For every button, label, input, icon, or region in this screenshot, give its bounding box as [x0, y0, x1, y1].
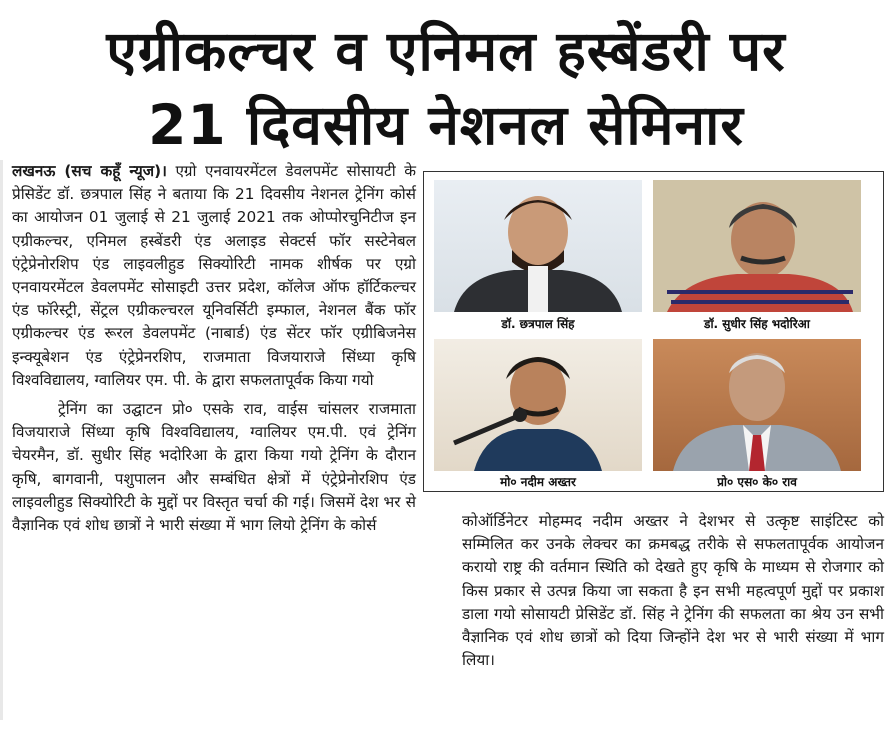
paragraph-1-text: एग्रो एनवायरमेंटल डेवलपमेंट सोसायटी के प्रेसिडेंट डॉ. छत्रपाल सिंह ने बताया कि 21 दिवसीय नेशनल ट्रेनिंग कोर्स का आयोजन 01 जुलाई से 21 जुलाई 2021 तक ओप्पोरचुनिटीज इन एग्रीकल्चर, एनिमल हस्बेंडरी एंड अलाइड सेक्टर्स फॉर सस्टेनेबल एंट्रेप्रेनोरशिप एंड लाइवलीहुड सिक्योरिटी नामक शीर्षक पर एग्रो एनवायरमेंटल डेवलपमेंट सोसाइटी उत्तर प्रदेश, कॉलेज ऑफ हॉर्टिकल्चर एंड फॉरेस्ट्री, सेंट्रल एग्रीकल्चरल यूनिवर्सिटी इम्फाल, नेशनल बैंक फॉर एग्रीकल्चर एंड रूरल डेवलपमेंट (नाबार्ड) एंड सेंटर फॉर एग्रीबिजनेस इन्क्यूबेशन एंड एंट्रेप्रेनरशिप, राजमाता विजयाराजे सिंध्या कृषि विश्वविद्यालय, ग्वालियर एम. पी. के द्वारा सफलतापूर्वक किया गयो [12, 162, 416, 389]
article-paragraph-2: ट्रेनिंग का उद्घाटन प्रो० एसके राव, वाईस चांसलर राजमाता विजयाराजे सिंध्या कृषि विश्वविद्यालय, ग्वालियर एम.पी. एवं ट्रेनिंग चेयरमैन, डॉ. सुधीर सिंह भदोरिआ के द्वारा किया गयो ट्रेनिंग के दौरान कृषि, बागवानी, पशुपालन और सम्बंधित क्षेत्रों में एंट्रेप्रेनोरशिप एंड लाइवलीहुड सिक्योरिटी के मुद्दों पर विस्तृत चर्चा की गई। जिसमें देश भर से वैज्ञानिक एवं शोध छात्रों ने भारी संख्या में भाग लियो ट्रेनिंग के कोर्स [12, 400, 416, 535]
photo-caption-2: डॉ. सुधीर सिंह भदोरिआ [704, 317, 810, 331]
photo-collage [423, 171, 884, 492]
photo-caption-1: डॉ. छत्रपाल सिंह [501, 317, 575, 331]
article-left-column [12, 160, 416, 537]
byline: लखनऊ (सच कहूँ न्यूज)। [12, 162, 167, 180]
article-right-column [462, 510, 884, 672]
portrait-photo-3 [434, 339, 642, 471]
article-paragraph-3: कोऑर्डिनेटर मोहम्मद नदीम अख्तर ने देशभर से उत्कृष्ट साइंटिस्ट को सम्मिलित कर उनके लेक्चर का क्रमबद्ध तरीके से सफलतापूर्वक आयोजन करायो राष्ट्र की वर्तमान स्थिति को देखते हुए कृषि के माध्यम से रोजगार को किस प्रकार से उत्पन्न किया जा सकता है इन सभी महत्वपूर्ण मुद्दों पर प्रकाश डाला गयो सोसायटी प्रेसिडेंट डॉ. सिंह ने ट्रेनिंग की सफलता का श्रेय उन सभी वैज्ञानिक एवं शोध छात्रों को दिया जिन्होंने देश भर से भारी संख्या में भाग लिया। [462, 512, 884, 670]
portrait-photo-2 [653, 180, 861, 312]
headline-line-1: एग्रीकल्चर व एनिमल हस्बेंडरी पर [106, 19, 786, 83]
portrait-photo-1 [434, 180, 642, 312]
page-edge [0, 160, 3, 720]
portrait-photo-4 [653, 339, 861, 471]
photo-caption-4: प्रो० एस० के० राव [717, 475, 797, 489]
headline-line-2: 21 दिवसीय नेशनल सेमिनार [148, 93, 744, 157]
article-paragraph-1 [12, 160, 416, 392]
photo-caption-3: मो० नदीम अख्तर [500, 475, 576, 489]
